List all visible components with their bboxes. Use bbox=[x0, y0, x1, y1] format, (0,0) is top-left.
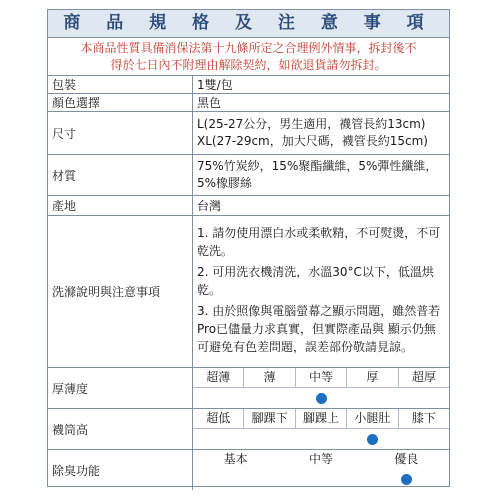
row-origin bbox=[48, 196, 449, 216]
spec-table bbox=[47, 9, 450, 487]
selected-level-dot bbox=[401, 474, 412, 485]
row-color bbox=[48, 94, 449, 112]
tube-height-slot bbox=[244, 434, 295, 445]
tube-height-scale bbox=[193, 409, 449, 449]
selected-level-dot bbox=[367, 434, 378, 445]
tube-height-slot bbox=[398, 434, 449, 445]
size-label: 尺寸 bbox=[48, 112, 193, 154]
thickness-slot bbox=[193, 393, 244, 404]
table-title: 商 品 規 格 及 注 意 事 項 bbox=[48, 10, 449, 38]
package-label: 包裝 bbox=[48, 76, 193, 93]
deodorant-indicator-row bbox=[193, 469, 449, 490]
tube-height-option: 腳踝下 bbox=[244, 409, 295, 428]
care-item-2: 2. 可用洗衣機清洗，水溫30°C以下，低溫烘乾。 bbox=[197, 265, 434, 297]
notice-line-1: 本商品性質具備消保法第十九條所定之合理例外情事，拆封後不 bbox=[80, 41, 417, 55]
thickness-slot bbox=[398, 393, 449, 404]
row-package bbox=[48, 76, 449, 94]
return-notice bbox=[48, 38, 449, 76]
size-line-1: L(25-27公分，男生適用，襪管長約13cm) bbox=[197, 117, 426, 131]
origin-label: 產地 bbox=[48, 196, 193, 215]
thickness-scale bbox=[193, 368, 449, 408]
tube-height-slot bbox=[295, 434, 346, 445]
tube-height-option: 小腿肚 bbox=[347, 409, 398, 428]
thickness-option: 中等 bbox=[296, 368, 347, 387]
deodorant-slot bbox=[364, 474, 449, 485]
deodorant-option: 優良 bbox=[394, 452, 419, 466]
care-instructions bbox=[193, 216, 449, 367]
tube-height-option: 超低 bbox=[193, 409, 244, 428]
care-item-3: 3. 由於照像與電腦螢幕之顯示問題，雖然普若Pro已儘量力求真實，但實際產品與 顯示仍無可避免有色差問題，誤差部份敬請見諒。 bbox=[197, 304, 441, 354]
material-label: 材質 bbox=[48, 155, 193, 195]
thickness-indicator-row bbox=[193, 388, 449, 408]
material-value bbox=[193, 155, 449, 195]
tube-height-label: 襪筒高 bbox=[48, 409, 193, 449]
thickness-slot bbox=[347, 393, 398, 404]
color-value: 黑色 bbox=[197, 96, 222, 110]
deodorant-option: 中等 bbox=[308, 452, 333, 466]
size-line-2: XL(27-29cm，加大尺碼，襪管長約15cm) bbox=[197, 134, 428, 148]
size-value bbox=[193, 112, 449, 154]
deodorant-slot bbox=[278, 474, 363, 485]
thickness-option: 超厚 bbox=[411, 370, 436, 384]
notice-line-2: 得於七日內不附理由解除契約，如欲退貨請勿拆封。 bbox=[110, 58, 387, 72]
thickness-label: 厚薄度 bbox=[48, 368, 193, 408]
tube-height-slot bbox=[193, 434, 244, 445]
thickness-slot bbox=[295, 393, 346, 404]
care-label: 洗滌說明與注意事項 bbox=[48, 216, 193, 367]
color-label: 顏色選擇 bbox=[48, 94, 193, 111]
deodorant-label: 除臭功能 bbox=[48, 450, 193, 490]
tube-height-indicator-row bbox=[193, 429, 449, 449]
thickness-option: 薄 bbox=[244, 368, 295, 387]
row-deodorant bbox=[48, 450, 449, 490]
row-care bbox=[48, 216, 449, 368]
thickness-option: 厚 bbox=[347, 368, 398, 387]
material-line-2: 5%橡膠絲 bbox=[197, 176, 253, 190]
care-item-1: 1. 請勿使用漂白水或柔軟精，不可熨燙，不可乾洗。 bbox=[197, 226, 441, 258]
row-thickness bbox=[48, 368, 449, 409]
deodorant-scale bbox=[193, 450, 449, 490]
selected-level-dot bbox=[316, 393, 327, 404]
row-material bbox=[48, 155, 449, 196]
row-size bbox=[48, 112, 449, 155]
tube-height-slot bbox=[347, 434, 398, 445]
material-line-1: 75%竹炭紗，15%聚酯纖維，5%彈性纖維， bbox=[197, 159, 438, 173]
row-tube-height bbox=[48, 409, 449, 450]
thickness-option: 超薄 bbox=[193, 368, 244, 387]
deodorant-slot bbox=[193, 474, 278, 485]
origin-value: 台灣 bbox=[197, 199, 222, 213]
tube-height-option: 腳踝上 bbox=[296, 409, 347, 428]
package-value: 1雙/包 bbox=[197, 78, 233, 92]
deodorant-option: 基本 bbox=[223, 452, 248, 466]
tube-height-option: 膝下 bbox=[411, 411, 436, 425]
thickness-slot bbox=[244, 393, 295, 404]
